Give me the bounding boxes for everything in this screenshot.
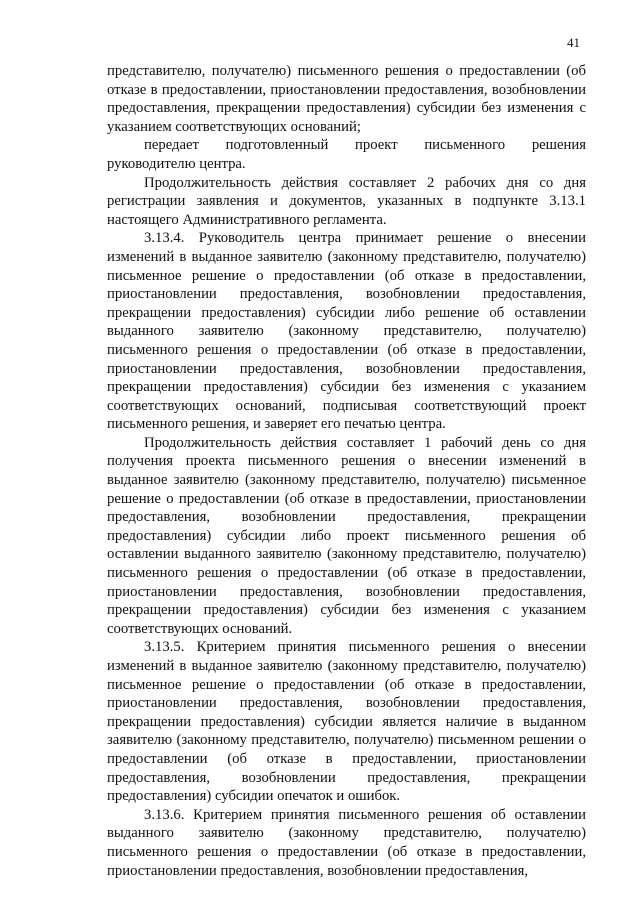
body-text [107,62,586,880]
paragraph-duration-1-day: Продолжительность действия составляет 1 рабочий день со дня получения проекта письменного решения о внесении изменений в выданное заявителю (законному представителю, получателю) письменное решение о предоставлении (об отказе в предоставлении, приостановлении предоставления, возобновлении предоставления, прекращении предоставления) субсидии либо проект письменного решения об оставлении выданного заявителю (законному представителю, получателю) письменного решения о предоставлении (об отказе в предоставлении, приостановлении предоставления, возобновлении предоставления, прекращении предоставления) субсидии без изменения с указанием соответствующих оснований. [107,434,586,637]
paragraph-continuation: представителю, получателю) письменного решения о предоставлении (об отказе в предоставлении, приостановлении предоставления, возобновлении предоставления, прекращении предоставления) субсидии без изменения с указанием соответствующих оснований; [107,63,586,135]
page-number: 41 [567,35,580,50]
paragraph-duration-2-days: Продолжительность действия составляет 2 рабочих дня со дня регистрации заявления и документов, указанных в подпункте 3.13.1 настоящего Административного регламента. [107,174,586,228]
paragraph-3-13-5: 3.13.5. Критерием принятия письменного решения о внесении изменений в выданное заявителю (законному представителю, получателю) письменное решение о предоставлении (об отказе в предоставлении, приостановлении предоставления, возобновлении предоставления, прекращении предоставления) субсидии является наличие в выданном заявителю (законному представителю, получателю) письменном решении о предоставлении (об отказе в предоставлении, приостановлении предоставления, возобновлении предоставления, прекращении предоставления) субсидии опечаток и ошибок. [107,639,586,805]
paragraph-transfers-draft: передает подготовленный проект письменного решения руководителю центра. [107,137,586,172]
paragraph-3-13-6: 3.13.6. Критерием принятия письменного решения об оставлении выданного заявителю (законному представителю, получателю) письменного решения о предоставлении (об отказе в предоставлении, приостановлении предоставления, возобновлении предоставления, [107,806,586,879]
paragraph-3-13-4: 3.13.4. Руководитель центра принимает решение о внесении изменений в выданное заявителю (законному представителю, получателю) письменное решение о предоставлении (об отказе в предоставлении, приостановлении предоставления, возобновлении предоставления, прекращении предоставления) субсидии либо решение об оставлении выданного заявителю (законному представителю, получателю) письменного решения о предоставлении (об отказе в предоставлении, приостановлении предоставления, возобновлении предоставления, прекращении предоставления) субсидии без изменения с указанием соответствующих оснований, подписывая соответствующий проект письменного решения, и заверяет его печатью центра. [107,230,586,433]
